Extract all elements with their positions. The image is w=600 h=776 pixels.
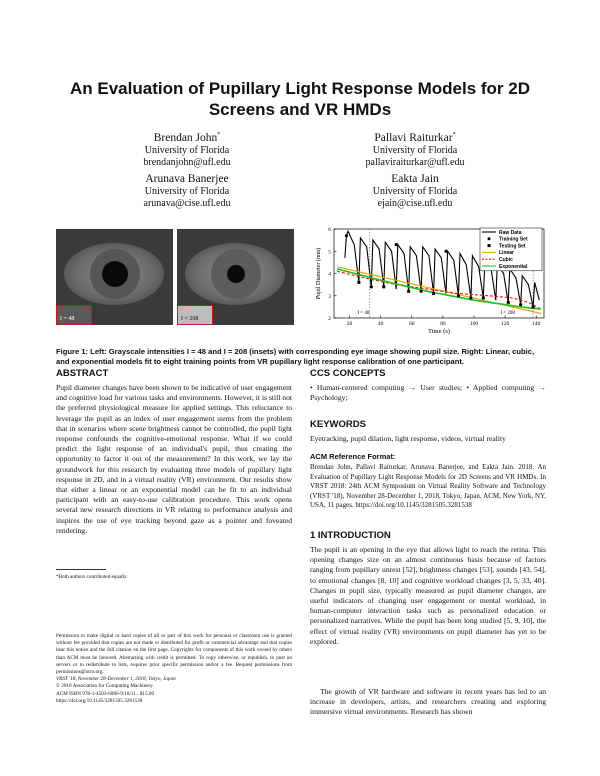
author-block: [92, 172, 282, 210]
paper-title: An Evaluation of Pupillary Light Response Models for 2D Screens and VR HMDs: [70, 79, 530, 119]
y-tick-label: 5: [328, 249, 331, 256]
figure-caption: Figure 1: Left: Grayscale intensities I = 48 and I = 208 (insets) with corresponding eye image showing pupil size. Right: Linear, cubic, and exponential models fit to eight training points from VR pupillary light response calibration of one participant.: [56, 347, 535, 366]
author-email: ejain@cise.ufl.edu: [377, 198, 453, 209]
x-tick-label: 80: [440, 321, 446, 327]
legend-label: Exponential: [499, 263, 528, 270]
copyright-line: © 2018 Association for Computing Machinery.: [56, 683, 154, 690]
y-tick-label: 6: [328, 227, 331, 233]
training-point: [444, 250, 447, 253]
intensity-inset: [56, 305, 92, 325]
chart-legend: [480, 228, 542, 271]
x-axis-label: Time (s): [428, 328, 450, 335]
testing-point: [457, 294, 460, 297]
training-point: [420, 290, 423, 293]
x-tick-label: 20: [346, 321, 353, 327]
intro-paragraph-1: The pupil is an opening in the eye that allows light to reach the retina. This opening changes size on an almost continuous basis because of factors ranging from pupillary unrest [52], brightness changes [53], sounds [43, 54], to emotional changes [8, 10] and cognitive workload changes [3, 5, 33, 40]. Changes in pupil size, typically measured as pupil diameter changes, are useful indicators of changing user engagement or mental workload, in human-computer interaction tasks such as personalized education or personalized narratives. While the pupil has been long studied [5, 9, 10], the effect of virtual reality (VR) environments on pupil diameter has yet to be explored.: [310, 545, 546, 646]
abstract-text: Pupil diameter changes have been shown to be indicative of user engagement and cognitive load for various tasks and environments. However, it is still not the preferred physiological measure for applied settings. This reluctance to leverage the pupil as an index of user engagement stems from the problem that in scenarios where scene brightness cannot be controlled, the pupil light response confounds the cognitive-emotional response. What if we could predict the light response of an individual's pupil, thus creating the opportunity to factor it out of the measurement? In this work, we lay the groundwork for this research by evaluating three models of pupillary light response in 2D, and in a virtual reality (VR) environment. Our results show that either a linear or an exponential model can be fit to an individual participant with an easy-to-use calibration procedure. This work opens several new research directions in VR relating to performance analysis and inspires the use of eye tracking beyond gaze as a pointer and foveated rendering.: [56, 383, 292, 535]
author-email: arunava@cise.ufl.edu: [143, 198, 231, 209]
author-name: Pallavi Raiturkar: [374, 131, 453, 144]
abstract-heading: ABSTRACT: [56, 368, 109, 379]
legend-label: Raw Data: [499, 229, 522, 236]
ccs-text: • Human-centered computing → User studies; • Applied computing → Psychology;: [310, 383, 546, 403]
series-line: [337, 267, 541, 314]
doi-line: https://doi.org/10.1145/3281505.3281538: [56, 697, 143, 704]
legend-label: Training Set: [499, 236, 528, 243]
x-tick-label: 60: [409, 321, 415, 327]
training-point: [370, 285, 373, 288]
training-point: [395, 243, 398, 246]
testing-point: [482, 296, 485, 299]
author-affiliation: University of Florida: [144, 186, 230, 197]
isbn-line: ACM ISBN 978-1-4503-6086-9/18/11...$15.00: [56, 690, 155, 697]
testing-point: [357, 281, 360, 284]
y-tick-label: 4: [328, 271, 331, 278]
reference-text: Brendan John, Pallavi Raiturkar, Arunava Banerjee, and Eakta Jain. 2018. An Evaluation of Pupillary Light Response Models for 2D Screens and VR HMDs. In VRST 2018: 24th ACM Symposium on Virtual Reality Software and Technology (VRST '18), November 28-December 1, 2018, Tokyo, Japan. ACM, New York, NY, USA, 11 pages. https://doi.org/10.1145/3281505.3281538: [310, 463, 546, 510]
legend-label: Linear: [499, 250, 515, 257]
training-point: [469, 296, 472, 299]
author-name: Brendan John: [153, 131, 218, 144]
author-block: [320, 172, 510, 210]
author-mark: *: [217, 132, 221, 138]
x-tick-label: 40: [377, 321, 384, 327]
testing-point: [407, 290, 410, 293]
series-line: [337, 269, 541, 309]
eye-photo-dark: [56, 229, 173, 325]
y-tick-label: 3: [328, 293, 331, 300]
legend-swatch: [488, 237, 491, 240]
author-block: [320, 128, 510, 169]
y-axis-label: Pupil Diameter (mm): [316, 247, 322, 300]
x-tick-label: 140: [532, 321, 541, 327]
annotation-label: I = 208: [500, 311, 515, 316]
pupil-diameter-chart: [312, 224, 548, 336]
author-name: Eakta Jain: [391, 173, 439, 185]
author-email: pallaviraiturkar@ufl.edu: [365, 156, 465, 168]
x-tick-label: 120: [500, 321, 510, 327]
intensity-inset: [177, 305, 213, 325]
author-email: brendanjohn@ufl.edu: [143, 156, 231, 168]
x-tick-label: 100: [469, 321, 479, 327]
training-point: [519, 303, 522, 306]
permission-notice: [56, 633, 292, 705]
ccs-heading: CCS CONCEPTS: [310, 368, 386, 379]
keywords-heading: KEYWORDS: [310, 419, 366, 430]
annotation-label: I = 48: [357, 311, 370, 316]
footnote-rule: [56, 569, 106, 570]
intro-paragraph-2: The growth of VR hardware and software in recent years has led to an increase in developers, artists, and researchers creating and exploring immersive virtual environments. Research has shown: [310, 687, 546, 717]
y-tick-label: 2: [328, 316, 331, 322]
author-affiliation: University of Florida: [372, 186, 458, 197]
author-affiliation: University of Florida: [144, 144, 230, 156]
author-mark: *: [452, 132, 456, 138]
intro-heading: 1 INTRODUCTION: [310, 530, 391, 541]
pupil: [102, 261, 128, 287]
eye-photo-bright: [177, 229, 294, 325]
training-point: [345, 234, 348, 237]
testing-point: [532, 305, 535, 308]
testing-point: [382, 285, 385, 288]
author-affiliation: University of Florida: [372, 144, 458, 156]
legend-label: Testing Set: [499, 243, 526, 250]
pupil: [227, 265, 245, 283]
inset-label: I = 48: [60, 316, 75, 322]
author-block: [92, 128, 282, 169]
legend-swatch: [488, 244, 491, 247]
testing-point: [432, 292, 435, 295]
keywords-text: Eyetracking, pupil dilation, light response, videos, virtual reality: [310, 434, 506, 443]
venue-line: VRST '18, November 28-December 1, 2018, Tokyo, Japan: [56, 676, 176, 683]
permission-text: Permission to make digital or hard copies of all or part of this work for personal or classroom use is granted without fee provided that copies are not made or distributed for profit or commercial advantage and that copies bear this notice and the full citation on the first page. Copyrights for components of this work owned by others than ACM must be honored. Abstracting with credit is permitted. To copy otherwise, or republish, to post on servers or to redistribute to lists, requires prior specific permission and/or a fee. Request permissions from permissions@acm.org.: [56, 633, 292, 676]
testing-point: [507, 301, 510, 304]
reference-heading: ACM Reference Format:: [310, 452, 396, 461]
legend-label: Cubic: [499, 257, 513, 263]
inset-label: I = 208: [181, 316, 199, 322]
footnote: *Both authors contributed equally.: [56, 574, 128, 580]
author-name: Arunava Banerjee: [145, 173, 229, 185]
